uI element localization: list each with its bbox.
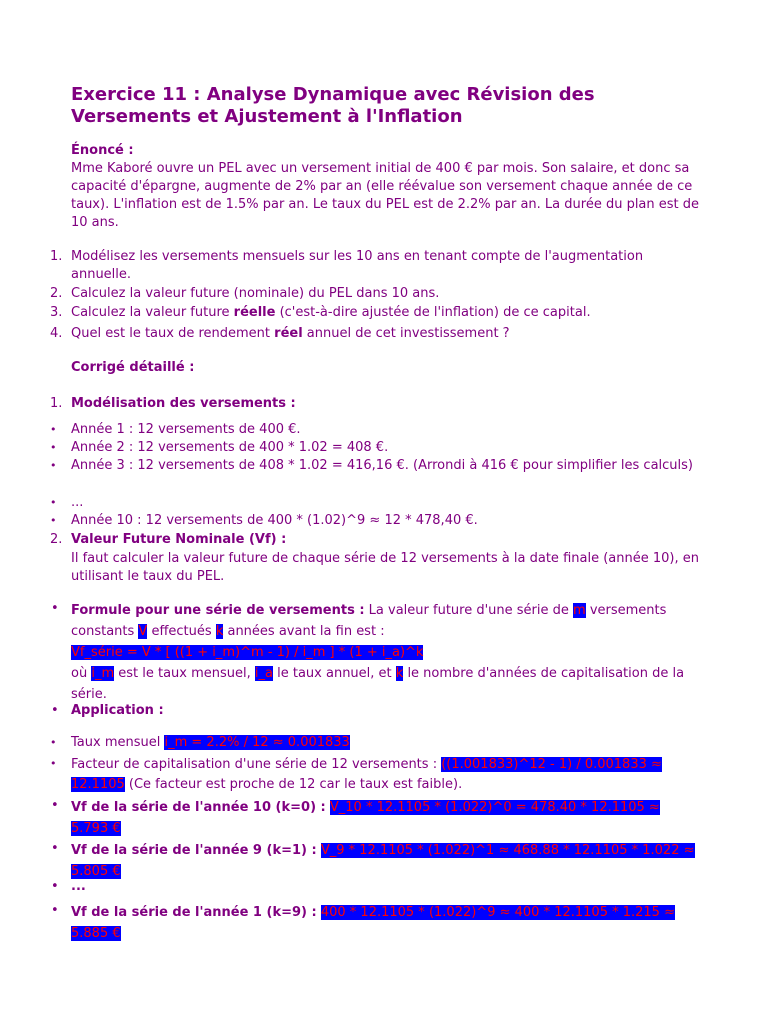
section-number: 2. xyxy=(50,532,63,547)
bullet: • xyxy=(50,496,57,509)
list-item: Année 3 : 12 versements de 408 * 1.02 = 416,16 €. (Arrondi à 416 € pour simplifier les calculs) xyxy=(71,458,693,473)
vf-annee-9: Vf de la série de l'année 9 (k=1) : V_9 * 12.1105 * (1.022)^1 ≈ 468.88 * 12.1105 * 1.022 ≈ 5.805 € xyxy=(71,843,695,879)
section2-title: Valeur Future Nominale (Vf) : xyxy=(71,532,287,547)
enonce-text: Mme Kaboré ouvre un PEL avec un versement initial de 400 € par mois. Son salaire, et donc sa capacité d'épargne, augmente de 2% par an (elle réévalue son versement chaque année de ce taux). L'inflation est de 1.5% par an. Le taux du PEL est de 2.2% par an. La durée du plan est de 10 ans. xyxy=(71,161,700,230)
exercise-title: Exercice 11 : Analyse Dynamique avec Révision des Versements et Ajustement à l'Inflation xyxy=(71,84,595,127)
formule-block: Formule pour une série de versements : La valeur future d'une série de m versements constants V effectués k années avant la fin est : Vf_série = V * [ ((1 + i_m)^m - 1) / i_m ] * (1 + i_a)^k où i_m est le taux mensuel, i_a le taux annuel, et k le nombre d'années de capitalisation de la série. xyxy=(71,603,685,702)
question-number: 4. xyxy=(50,326,63,341)
facteur-capitalisation: Facteur de capitalisation d'une série de 12 versements : ((1.001833)^12 - 1) / 0.001833 ≈ 12.1105 (Ce facteur est proche de 12 car le taux est faible). xyxy=(71,757,662,792)
question-number: 1. xyxy=(50,249,63,264)
formule-label: Formule pour une série de versements : xyxy=(71,603,365,618)
question-number: 3. xyxy=(50,305,63,320)
bullet: • xyxy=(50,514,57,527)
list-item: ... xyxy=(71,495,84,510)
section1-title: Modélisation des versements : xyxy=(71,396,296,411)
ellipsis: ... xyxy=(71,879,86,894)
section-number: 1. xyxy=(50,396,63,411)
list-item: Année 10 : 12 versements de 400 * (1.02)^9 ≈ 12 * 478,40 €. xyxy=(71,513,478,528)
enonce-label: Énoncé : xyxy=(71,143,134,158)
bullet: • xyxy=(50,757,57,770)
bullet: • xyxy=(51,879,59,894)
list-item: Année 2 : 12 versements de 400 * 1.02 = 408 €. xyxy=(71,440,389,455)
bullet: • xyxy=(51,798,59,813)
bullet: • xyxy=(51,601,59,616)
corrige-label: Corrigé détaillé : xyxy=(71,360,195,375)
question-3: Calculez la valeur future réelle (c'est-à-dire ajustée de l'inflation) de ce capital. xyxy=(71,305,591,320)
bullet: • xyxy=(51,903,59,918)
bullet: • xyxy=(50,736,57,749)
bullet: • xyxy=(50,459,57,472)
vf-annee-1: Vf de la série de l'année 1 (k=9) : 400 * 12.1105 * (1.022)^9 ≈ 400 * 12.1105 * 1.215 ≈ 5.885 € xyxy=(71,905,675,941)
bullet: • xyxy=(50,423,57,436)
formule-equation: Vf_série = V * [ ((1 + i_m)^m - 1) / i_m ] * (1 + i_a)^k xyxy=(71,645,424,660)
taux-mensuel: Taux mensuel i_m = 2.2% / 12 ≈ 0.001833 xyxy=(71,735,350,750)
bullet: • xyxy=(50,441,57,454)
section2-text: Il faut calculer la valeur future de chaque série de 12 versements à la date finale (année 10), en utilisant le taux du PEL. xyxy=(71,551,699,584)
bullet: • xyxy=(51,841,59,856)
vf-annee-10: Vf de la série de l'année 10 (k=0) : V_10 * 12.1105 * (1.022)^0 = 478.40 * 12.1105 ≈ 5.793 € xyxy=(71,800,660,836)
application-label: Application : xyxy=(71,703,164,718)
bullet: • xyxy=(51,703,59,718)
question-4: Quel est le taux de rendement réel annuel de cet investissement ? xyxy=(71,326,510,341)
list-item: Année 1 : 12 versements de 400 €. xyxy=(71,422,301,437)
question-number: 2. xyxy=(50,286,63,301)
question-2: Calculez la valeur future (nominale) du PEL dans 10 ans. xyxy=(71,286,440,301)
question-1: Modélisez les versements mensuels sur les 10 ans en tenant compte de l'augmentation annuelle. xyxy=(71,249,644,282)
